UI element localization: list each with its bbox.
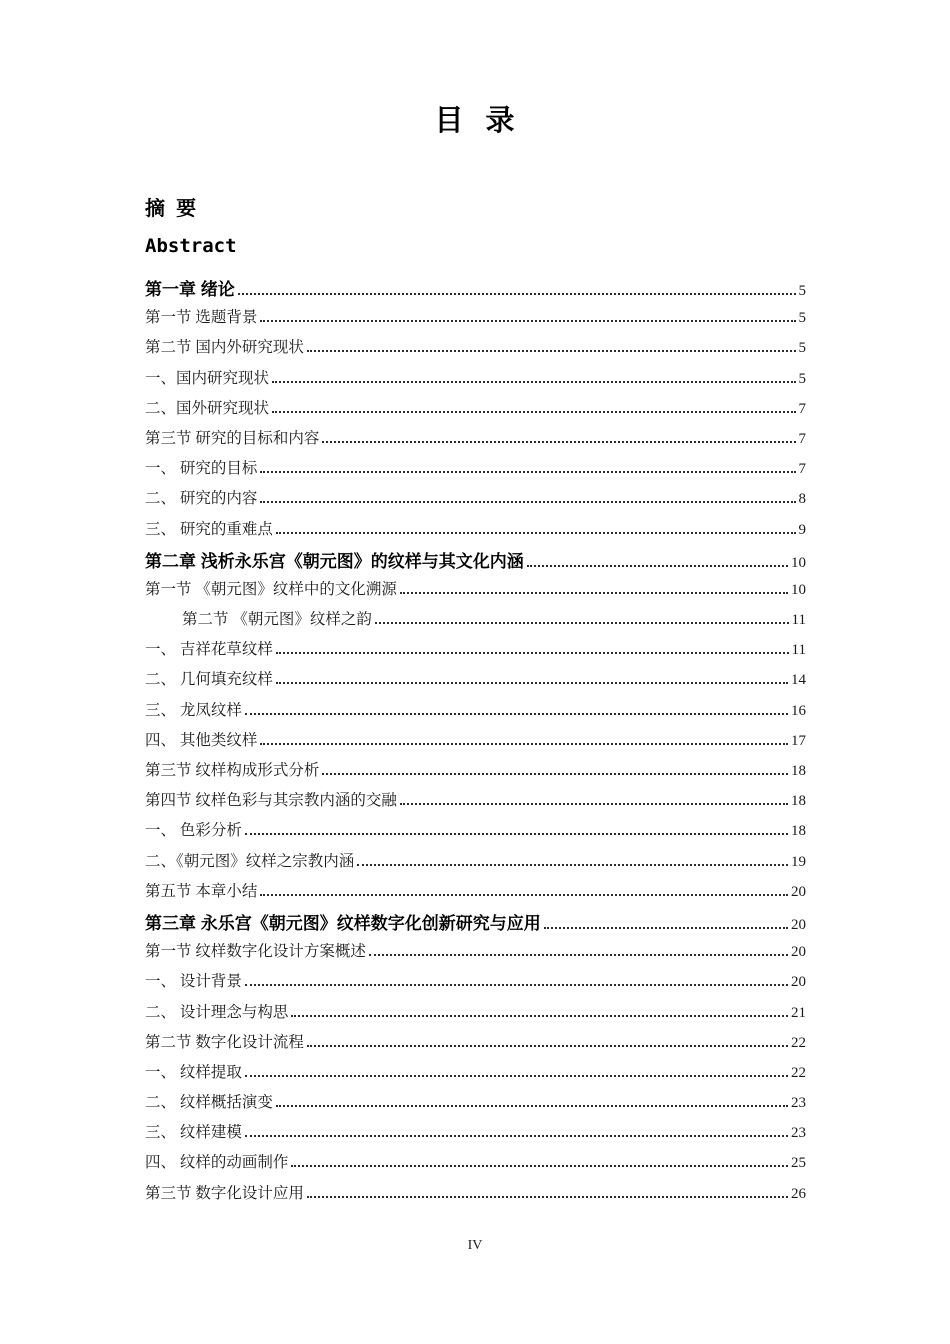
toc-entry-page-number: 20 xyxy=(791,916,806,933)
dotted-leader xyxy=(245,983,788,986)
toc-entry-title: 二、 研究的内容 xyxy=(145,490,258,508)
dotted-leader xyxy=(260,500,795,503)
toc-entry-title: 一、 设计背景 xyxy=(145,973,242,991)
toc-entry[interactable] xyxy=(145,728,806,758)
toc-entry-page-number: 11 xyxy=(791,642,806,659)
toc-entry-page-number: 22 xyxy=(791,1064,806,1081)
toc-entry[interactable] xyxy=(145,698,806,728)
dotted-leader xyxy=(291,1164,788,1167)
toc-entry-page-number: 20 xyxy=(791,974,806,991)
toc-entry[interactable] xyxy=(145,1181,806,1211)
toc-entry-page-number: 26 xyxy=(791,1185,806,1202)
toc-entry-title: 四、 纹样的动画制作 xyxy=(145,1154,289,1172)
dotted-leader xyxy=(260,893,788,896)
toc-entry[interactable] xyxy=(145,879,806,909)
toc-entry-page-number: 14 xyxy=(791,672,806,689)
toc-entry-title: 一、国内研究现状 xyxy=(145,369,270,387)
toc-entry-title: 第一章 绪论 xyxy=(145,280,235,299)
toc-entry-page-number: 5 xyxy=(798,370,806,387)
toc-entry[interactable] xyxy=(145,637,806,667)
toc-entry-page-number: 19 xyxy=(791,853,806,870)
toc-entry-page-number: 18 xyxy=(791,793,806,810)
toc-entry-page-number: 10 xyxy=(791,581,806,598)
toc-entry-title: 二、 几何填充纹样 xyxy=(145,671,273,689)
toc-entry-page-number: 10 xyxy=(791,554,806,571)
toc-entry-title: 第三节 纹样构成形式分析 xyxy=(145,762,320,779)
toc-entry-page-number: 11 xyxy=(791,612,806,629)
toc-entry[interactable] xyxy=(145,939,806,969)
dotted-leader xyxy=(276,1104,788,1107)
toc-entry[interactable] xyxy=(145,547,806,577)
toc-entry-page-number: 18 xyxy=(791,763,806,779)
dotted-leader xyxy=(260,470,795,473)
toc-entry-page-number: 7 xyxy=(798,430,806,447)
toc-entry[interactable] xyxy=(145,758,806,788)
dotted-leader xyxy=(369,953,788,956)
dotted-leader xyxy=(322,772,788,775)
toc-entry-page-number: 21 xyxy=(791,1004,806,1021)
dotted-leader xyxy=(245,832,788,835)
toc-entry-title: 第五节 本章小结 xyxy=(145,882,258,900)
dotted-leader xyxy=(322,440,795,443)
toc-entry-page-number: 20 xyxy=(791,944,806,961)
toc-entry[interactable] xyxy=(145,577,806,607)
toc-entry-page-number: 7 xyxy=(798,400,806,417)
toc-entry-page-number: 17 xyxy=(791,732,806,749)
toc-entry[interactable] xyxy=(145,486,806,516)
toc-entry[interactable] xyxy=(145,426,806,456)
toc-entry-page-number: 18 xyxy=(791,823,806,840)
toc-entry[interactable] xyxy=(145,849,806,879)
toc-entry[interactable] xyxy=(145,1150,806,1180)
toc-entry-page-number: 16 xyxy=(791,702,806,719)
toc-entry-page-number: 8 xyxy=(798,491,806,508)
toc-entry[interactable] xyxy=(145,788,806,818)
dotted-leader xyxy=(276,681,788,684)
front-matter xyxy=(145,187,806,265)
toc-entry-title: 第三章 永乐宫《朝元图》纹样数字化创新研究与应用 xyxy=(145,913,541,933)
dotted-leader xyxy=(245,1074,788,1077)
dotted-leader xyxy=(238,292,796,295)
toc-entry-page-number: 5 xyxy=(798,283,806,299)
toc-entry-title: 一、 研究的目标 xyxy=(145,460,258,478)
dotted-leader xyxy=(276,651,789,654)
toc-entry-title: 第二节 数字化设计流程 xyxy=(145,1033,304,1051)
toc-entry-title: 第二节 《朝元图》纹样之韵 xyxy=(182,611,372,629)
toc-entry-page-number: 25 xyxy=(791,1155,806,1172)
dotted-leader xyxy=(276,531,796,534)
toc-entry[interactable] xyxy=(145,667,806,697)
toc-entry[interactable] xyxy=(145,1000,806,1030)
toc-entry[interactable] xyxy=(145,909,806,939)
dotted-leader xyxy=(260,742,788,745)
abstract-cn-heading[interactable]: 摘 要 xyxy=(145,198,197,220)
toc-entry-title: 三、 纹样建模 xyxy=(145,1124,242,1142)
toc-entry[interactable] xyxy=(145,1030,806,1060)
toc-entry-page-number: 23 xyxy=(791,1095,806,1112)
dotted-leader xyxy=(544,926,788,929)
toc-entry[interactable] xyxy=(145,396,806,426)
dotted-leader xyxy=(527,564,788,567)
dotted-leader xyxy=(400,802,788,805)
front-matter-row xyxy=(145,187,806,226)
toc-entry-title: 第一节 选题背景 xyxy=(145,309,258,327)
page-number-footer: IV xyxy=(467,1238,483,1253)
toc-entry-page-number: 20 xyxy=(791,883,806,900)
toc-list xyxy=(145,275,806,1211)
toc-entry-title: 第二章 浅析永乐宫《朝元图》的纹样与其文化内涵 xyxy=(145,551,524,571)
toc-entry[interactable] xyxy=(145,517,806,547)
toc-entry[interactable] xyxy=(145,818,806,848)
toc-entry-title: 二、《朝元图》纹样之宗教内涵 xyxy=(145,852,355,870)
toc-entry-title: 三、 研究的重难点 xyxy=(145,520,273,538)
toc-entry-page-number: 7 xyxy=(798,461,806,478)
dotted-leader xyxy=(260,319,795,322)
toc-entry-title: 第二节 国内外研究现状 xyxy=(145,339,304,357)
dotted-leader xyxy=(307,349,796,352)
toc-entry-title: 一、 吉祥花草纹样 xyxy=(145,641,273,659)
dotted-leader xyxy=(307,1195,788,1198)
dotted-leader xyxy=(245,712,788,715)
dotted-leader xyxy=(400,591,788,594)
toc-entry-page-number: 5 xyxy=(798,310,806,327)
toc-title: 目 录 xyxy=(434,105,517,137)
dotted-leader xyxy=(307,1044,788,1047)
dotted-leader xyxy=(291,1014,788,1017)
toc-entry-page-number: 5 xyxy=(798,340,806,357)
dotted-leader xyxy=(357,863,788,866)
toc-entry-page-number: 23 xyxy=(791,1125,806,1142)
toc-entry[interactable] xyxy=(145,275,806,305)
toc-entry-title: 二、 设计理念与构思 xyxy=(145,1003,289,1021)
toc-entry[interactable] xyxy=(145,366,806,396)
toc-entry[interactable] xyxy=(145,1120,806,1150)
toc-entry-title: 二、 纹样概括演变 xyxy=(145,1094,273,1112)
dotted-leader xyxy=(245,1134,788,1137)
toc-entry-title: 二、国外研究现状 xyxy=(145,399,270,417)
toc-entry[interactable] xyxy=(145,1090,806,1120)
dotted-leader xyxy=(375,621,789,624)
toc-entry-title: 第四节 纹样色彩与其宗教内涵的交融 xyxy=(145,792,397,810)
toc-entry-title: 第三节 研究的目标和内容 xyxy=(145,429,320,447)
toc-entry[interactable] xyxy=(145,305,806,335)
toc-entry[interactable] xyxy=(145,456,806,486)
toc-entry-page-number: 22 xyxy=(791,1034,806,1051)
toc-entry-page-number: 9 xyxy=(798,521,806,538)
toc-entry[interactable] xyxy=(145,1060,806,1090)
dotted-leader xyxy=(272,410,795,413)
dotted-leader xyxy=(272,380,795,383)
toc-entry-title: 三、 龙凤纹样 xyxy=(145,701,242,719)
toc-entry[interactable] xyxy=(145,335,806,365)
toc-entry-title: 第一节 《朝元图》纹样中的文化溯源 xyxy=(145,580,397,598)
toc-entry-title: 第一节 纹样数字化设计方案概述 xyxy=(145,943,366,961)
toc-entry[interactable] xyxy=(145,607,806,637)
abstract-en-heading[interactable]: Abstract xyxy=(145,234,237,257)
toc-entry-title: 四、 其他类纹样 xyxy=(145,731,258,749)
toc-entry-title: 第三节 数字化设计应用 xyxy=(145,1184,304,1202)
toc-entry-title: 一、 纹样提取 xyxy=(145,1063,242,1081)
front-matter-row xyxy=(145,226,806,265)
toc-entry[interactable] xyxy=(145,969,806,999)
toc-entry-title: 一、 色彩分析 xyxy=(145,822,242,840)
